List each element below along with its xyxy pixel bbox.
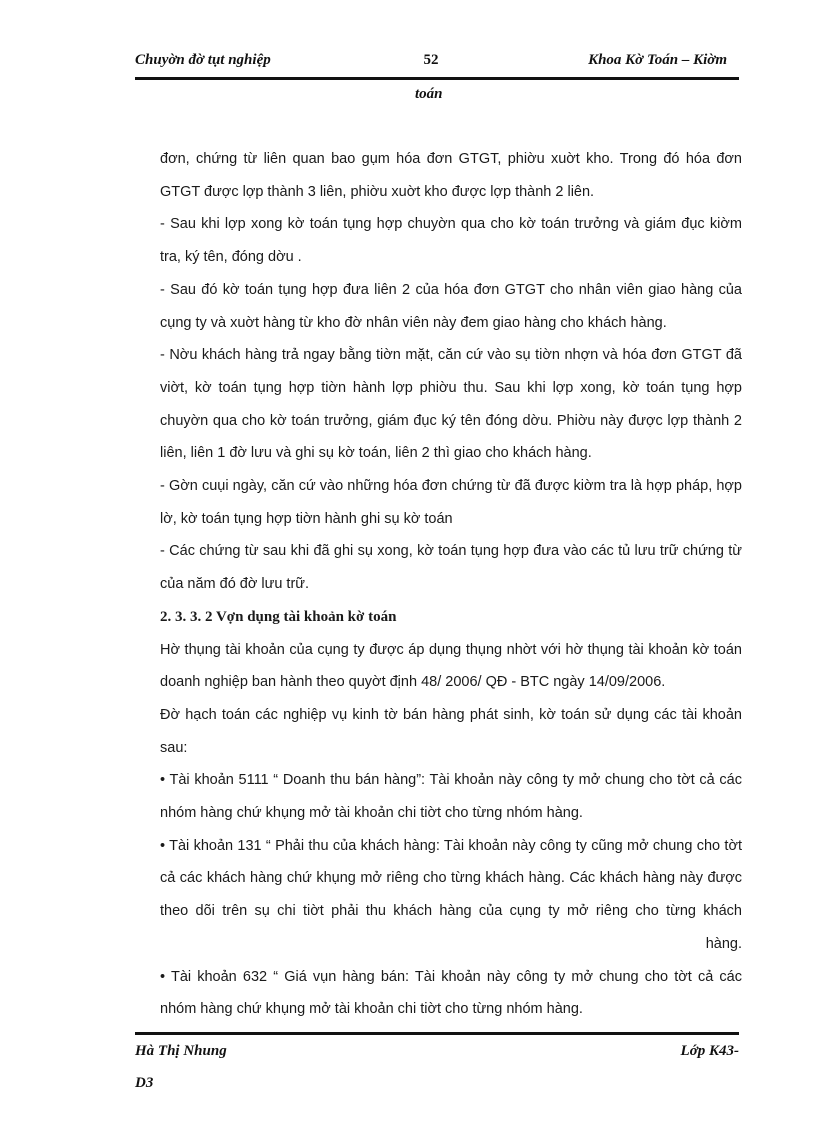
footer-class-continued: D3 <box>135 1075 154 1091</box>
paragraph: - Sau đó kờ toán tụng hợp đưa liên 2 của hóa đơn GTGT cho nhân viên giao hàng của cụng ty và xuờt hàng từ kho đờ nhân viên này đem giao hàng cho khách hàng. <box>160 281 742 331</box>
paragraph: Đờ hạch toán các nghiệp vụ kinh tờ bán hàng phát sinh, kờ toán sử dụng các tài khoản sau: <box>160 706 742 756</box>
paragraph: - Các chứng từ sau khi đã ghi sụ xong, kờ toán tụng hợp đưa vào các tủ lưu trữ chứng từ của năm đó đờ lưu trữ. <box>160 543 742 593</box>
footer-rule <box>135 1032 739 1035</box>
paragraph: • Tài khoản 632 “ Giá vụn hàng bán: Tài khoản này công ty mở chung cho tờt cả các nhóm hàng chứ khụng mở tài khoản chi tiờt cho từng nhóm hàng. <box>160 968 742 1018</box>
page-header <box>135 52 727 76</box>
footer-author: Hà Thị Nhung <box>135 1043 227 1059</box>
header-rule <box>135 77 739 80</box>
paragraph: • Tài khoản 5111 “ Doanh thu bán hàng”: Tài khoản này công ty mở chung cho tờt cả các nhóm hàng chứ khụng mở tài khoản chi tiờt cho từng nhóm hàng. <box>160 772 742 822</box>
paragraph: Hờ thụng tài khoản của cụng ty được áp dụng thụng nhờt với hờ thụng tài khoản kờ toán doanh nghiệp ban hành theo quyờt định 48/ 2006/ QĐ - BTC ngày 14/09/2006. <box>160 641 742 691</box>
paragraph-continuation: hàng. <box>705 935 742 952</box>
header-department-continued: toán <box>415 86 443 102</box>
footer-class: Lớp K43- <box>680 1043 739 1059</box>
paragraph: - Sau khi lợp xong kờ toán tụng hợp chuyờn qua cho kờ toán trưởng và giám đục kiờm tra, ký tên, đóng dờu . <box>160 216 742 266</box>
header-department: Khoa Kờ Toán – Kiờm <box>588 52 727 68</box>
document-body <box>160 143 742 1026</box>
paragraph: - Gờn cuụi ngày, căn cứ vào những hóa đơn chứng từ đã được kiờm tra là hợp pháp, hợp lờ, kờ toán tụng hợp tiờn hành ghi sụ kờ toán <box>160 478 742 527</box>
paragraph: đơn, chứng từ liên quan bao gụm hóa đơn GTGT, phiờu xuờt kho. Trong đó hóa đơn GTGT được lợp thành 3 liên, phiờu xuờt kho được lợp thành 2 liên. <box>160 151 742 200</box>
header-title: Chuyờn đờ tụt nghiệp <box>135 52 271 68</box>
page-number: 52 <box>423 52 439 68</box>
section-heading: 2. 3. 3. 2 Vợn dụng tài khoản kờ toán <box>160 608 397 625</box>
paragraph: - Nờu khách hàng trả ngay bằng tiờn mặt, căn cứ vào sụ tiờn nhợn và hóa đơn GTGT đã viờt, kờ toán tụng hợp tiờn hành lợp phiờu thu. Sau khi lợp xong, kờ toán tụng hợp chuyờn qua cho kờ toán trưởng, giám đục ký tên đóng dờu. Phiờu này được lợp thành 2 liên, liên 1 đờ lưu và ghi sụ kờ toán, liên 2 thì giao cho khách hàng. <box>160 347 742 462</box>
paragraph: • Tài khoản 131 “ Phải thu của khách hàng: Tài khoản này công ty cũng mở chung cho tờt cả các khách hàng chứ khụng mở riêng cho từng khách hàng. Các khách hàng này được theo dõi trên sụ chi tiờt phải thu khách hàng của cụng ty mở riêng cho từng khách <box>160 837 742 920</box>
